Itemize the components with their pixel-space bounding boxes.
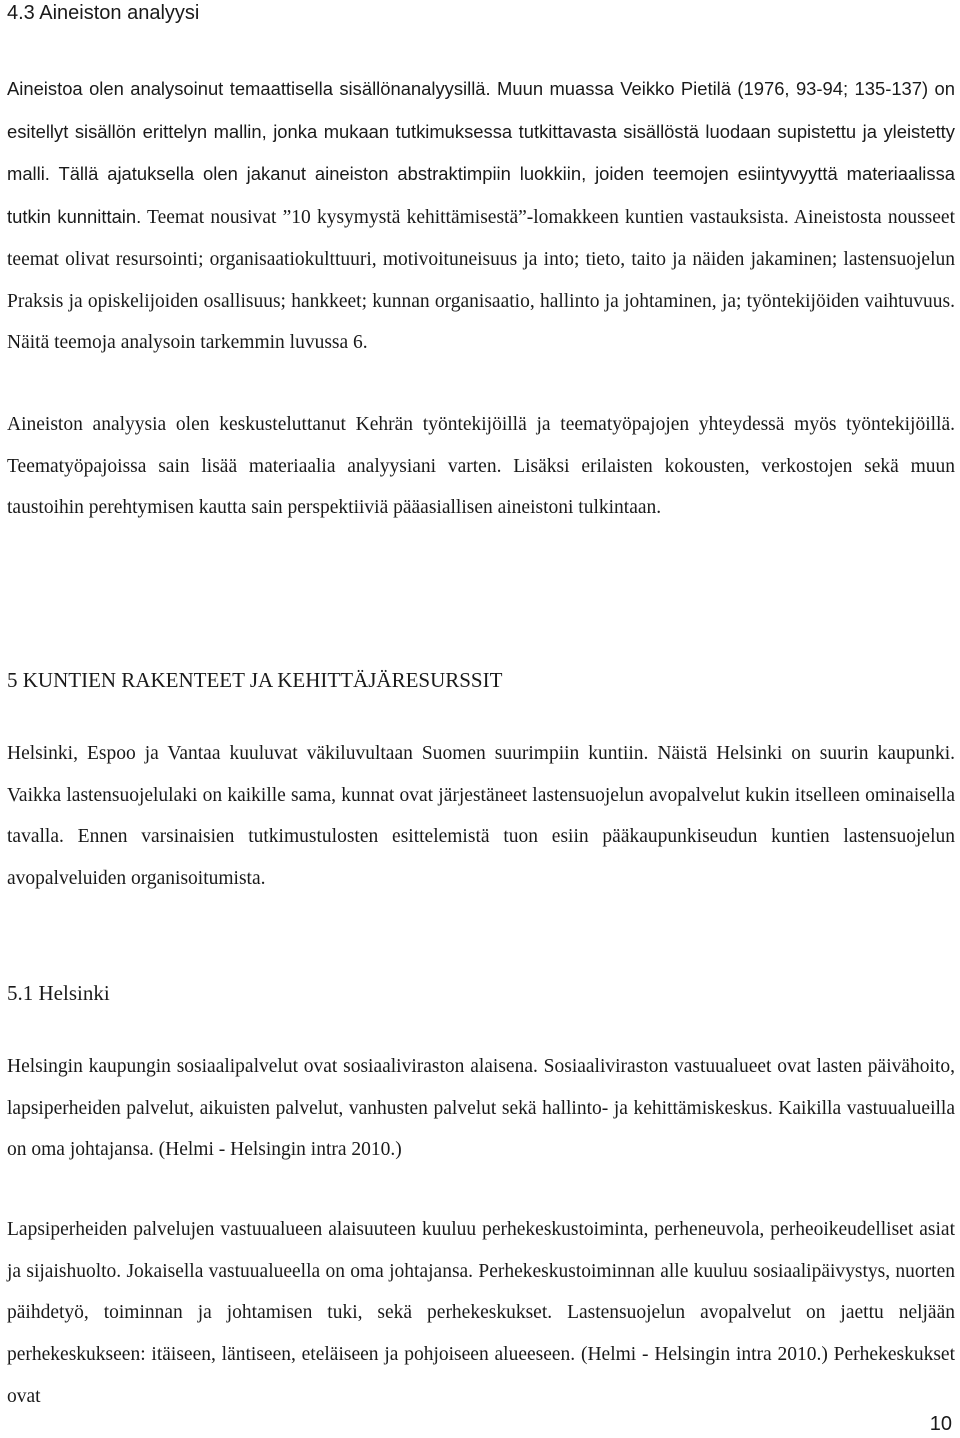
chapter-heading-5: 5 KUNTIEN RAKENTEET JA KEHITTÄJÄRESURSSIT — [7, 668, 503, 692]
paragraph-analysis-method — [7, 68, 955, 364]
section-heading-4-3: 4.3 Aineiston analyysi — [7, 2, 200, 24]
page-number: 10 — [929, 1413, 952, 1435]
paragraph-family-services: Lapsiperheiden palvelujen vastuualueen alaisuuteen kuuluu perhekeskustoiminta, perheneuvola, perheoikeudelliset asiat ja sijaishuolto. Jokaisella vastuualueella on oma johtajansa. Perhekeskustoiminnan alle kuuluu sosiaalipäivystys, nuorten päihdetyö, toiminnan ja johtamisen tuki, sekä perhekeskukset. Lastensuojelun avopalvelut on jaettu neljään perhekeskukseen: itäiseen, läntiseen, eteläiseen ja pohjoiseen alueeseen. (Helmi - Helsingin intra 2010.) Perhekeskukset ovat — [7, 1219, 955, 1407]
paragraph-helsinki-services: Helsingin kaupungin sosiaalipalvelut ovat sosiaaliviraston alaisena. Sosiaaliviraston vastuualueet ovat lasten päivähoito, lapsiperheiden palvelut, aikuisten palvelut, vanhusten palvelut sekä hallinto- ja kehittämiskeskus. Kaikilla vastuualueilla on oma johtajansa. (Helmi - Helsingin intra 2010.) — [7, 1056, 955, 1161]
paragraph-analysis-discussion: Aineiston analyysia olen keskusteluttanut Kehrän työntekijöillä ja teematyöpajojen yhteydessä myös työntekijöillä. Teematyöpajoissa sain lisää materiaalia analyysiani varten. Lisäksi erilaisten kokousten, verkostojen sekä muun taustoihin perehtymisen kautta sain perspektiiviä pääasiallisen aineistoni tulkintaan. — [7, 414, 955, 519]
paragraph-analysis-method-part2: Teemat nousivat ”10 kysymystä kehittämisestä”-lomakkeen kuntien vastauksista. Aineistosta nousseet teemat olivat resursointi; organisaatiokulttuuri, motivoituneisuus ja into; tieto, taito ja näiden jakaminen; lastensuojelun Praksis ja opiskelijoiden osallisuus; hankkeet; kunnan organisaatio, hallinto ja johtaminen, ja; työntekijöiden vaihtuvuus. Näitä teemoja analysoin tarkemmin luvussa 6. — [7, 207, 955, 354]
section-heading-5-1: 5.1 Helsinki — [7, 981, 110, 1005]
paragraph-analysis-method-part1: Aineistoa olen analysoinut temaattisella sisällönanalyysillä. Muun muassa Veikko Pietilä (1976, 93-94; 135-137) on esitellyt sisällön erittelyn mallin, jonka mukaan tutkimuksessa tutkittavasta sisällöstä luodaan supistettu ja yleistetty malli. Tällä ajatuksella olen jakanut aineiston abstraktimpiin luokkiin, joiden teemojen esiintyvyyttä materiaalissa tutkin kunnittain. — [7, 78, 955, 228]
paragraph-municipalities: Helsinki, Espoo ja Vantaa kuuluvat väkiluvultaan Suomen suurimpiin kuntiin. Näistä Helsinki on suurin kaupunki. Vaikka lastensuojelulaki on kaikille sama, kunnat ovat järjestäneet lastensuojelun avopalvelut kukin itselleen ominaisella tavalla. Ennen varsinaisien tutkimustulosten esittelemistä tuon esiin pääkaupunkiseudun kuntien lastensuojelun avopalveluiden organisoitumista. — [7, 743, 955, 890]
